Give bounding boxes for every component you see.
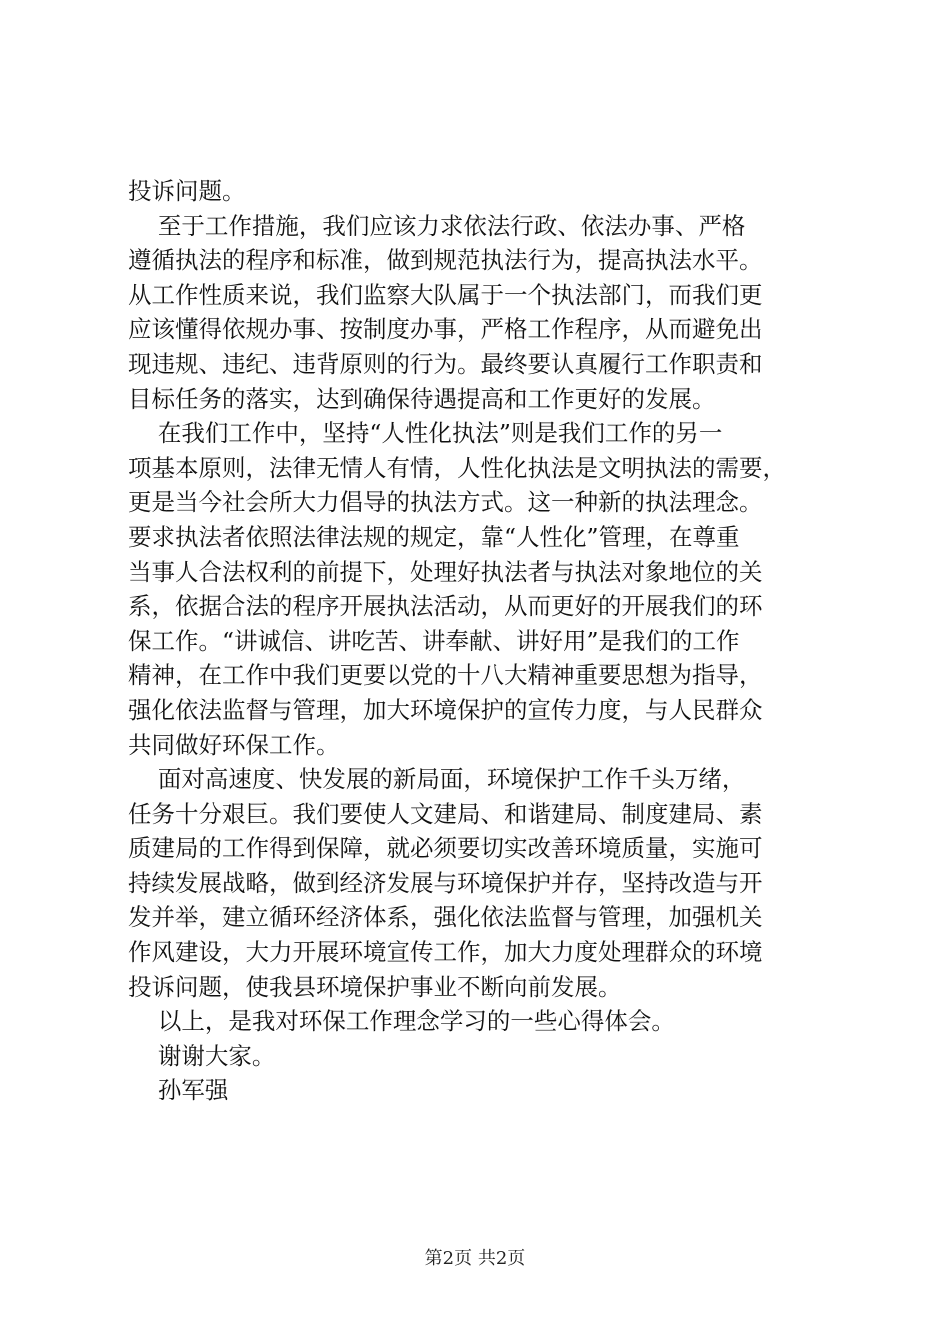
body-line: 遵循执法的程序和标准，做到规范执法行为，提高执法水平。 bbox=[128, 246, 763, 275]
body-line: 当事人合法权利的前提下，处理好执法者与执法对象地位的关 bbox=[128, 557, 763, 586]
body-line: 现违规、违纪、违背原则的行为。最终要认真履行工作职责和 bbox=[128, 349, 763, 378]
body-line: 项基本原则，法律无情人有情，人性化执法是文明执法的需要， bbox=[128, 453, 786, 482]
body-line: 保工作。“讲诚信、讲吃苦、讲奉献、讲好用”是我们的工作 bbox=[128, 626, 740, 655]
body-line: 要求执法者依照法律法规的规定，靠“人性化”管理，在尊重 bbox=[128, 522, 740, 551]
body-line: 作风建设，大力开展环境宣传工作，加大力度处理群众的环境 bbox=[128, 938, 763, 967]
body-line: 发并举，建立循环经济体系，强化依法监督与管理，加强机关 bbox=[128, 903, 763, 932]
body-line: 在我们工作中，坚持“人性化执法”则是我们工作的另一 bbox=[128, 419, 723, 448]
body-line: 共同做好环保工作。 bbox=[128, 730, 340, 759]
body-line: 应该懂得依规办事、按制度办事，严格工作程序，从而避免出 bbox=[128, 315, 763, 344]
thanks-line: 谢谢大家。 bbox=[128, 1041, 276, 1070]
document-body bbox=[128, 174, 833, 1108]
body-line: 面对高速度、快发展的新局面，环境保护工作千头万绪， bbox=[128, 765, 746, 794]
body-line: 至于工作措施，我们应该力求依法行政、依法办事、严格 bbox=[128, 211, 746, 240]
body-line: 投诉问题，使我县环境保护事业不断向前发展。 bbox=[128, 972, 622, 1001]
body-line: 任务十分艰巨。我们要使人文建局、和谐建局、制度建局、素 bbox=[128, 799, 763, 828]
body-line: 投诉问题。 bbox=[128, 177, 246, 205]
page-number-footer: 第2页 共2页 bbox=[424, 1248, 526, 1269]
body-line: 更是当今社会所大力倡导的执法方式。这一种新的执法理念。 bbox=[128, 488, 763, 517]
body-line: 系，依据合法的程序开展执法活动，从而更好的开展我们的环 bbox=[128, 592, 763, 621]
body-line: 持续发展战略，做到经济发展与环境保护并存，坚持改造与开 bbox=[128, 868, 763, 897]
body-line: 强化依法监督与管理，加大环境保护的宣传力度，与人民群众 bbox=[128, 695, 763, 724]
body-line: 从工作性质来说，我们监察大队属于一个执法部门，而我们更 bbox=[128, 280, 763, 309]
body-line: 精神，在工作中我们更要以党的十八大精神重要思想为指导， bbox=[128, 661, 763, 690]
body-line: 质建局的工作得到保障，就必须要切实改善环境质量，实施可 bbox=[128, 834, 763, 863]
author-name: 孙军强 bbox=[128, 1076, 229, 1105]
body-line: 目标任务的落实，达到确保待遇提高和工作更好的发展。 bbox=[128, 384, 716, 413]
closing-line: 以上，是我对环保工作理念学习的一些心得体会。 bbox=[128, 1007, 675, 1036]
